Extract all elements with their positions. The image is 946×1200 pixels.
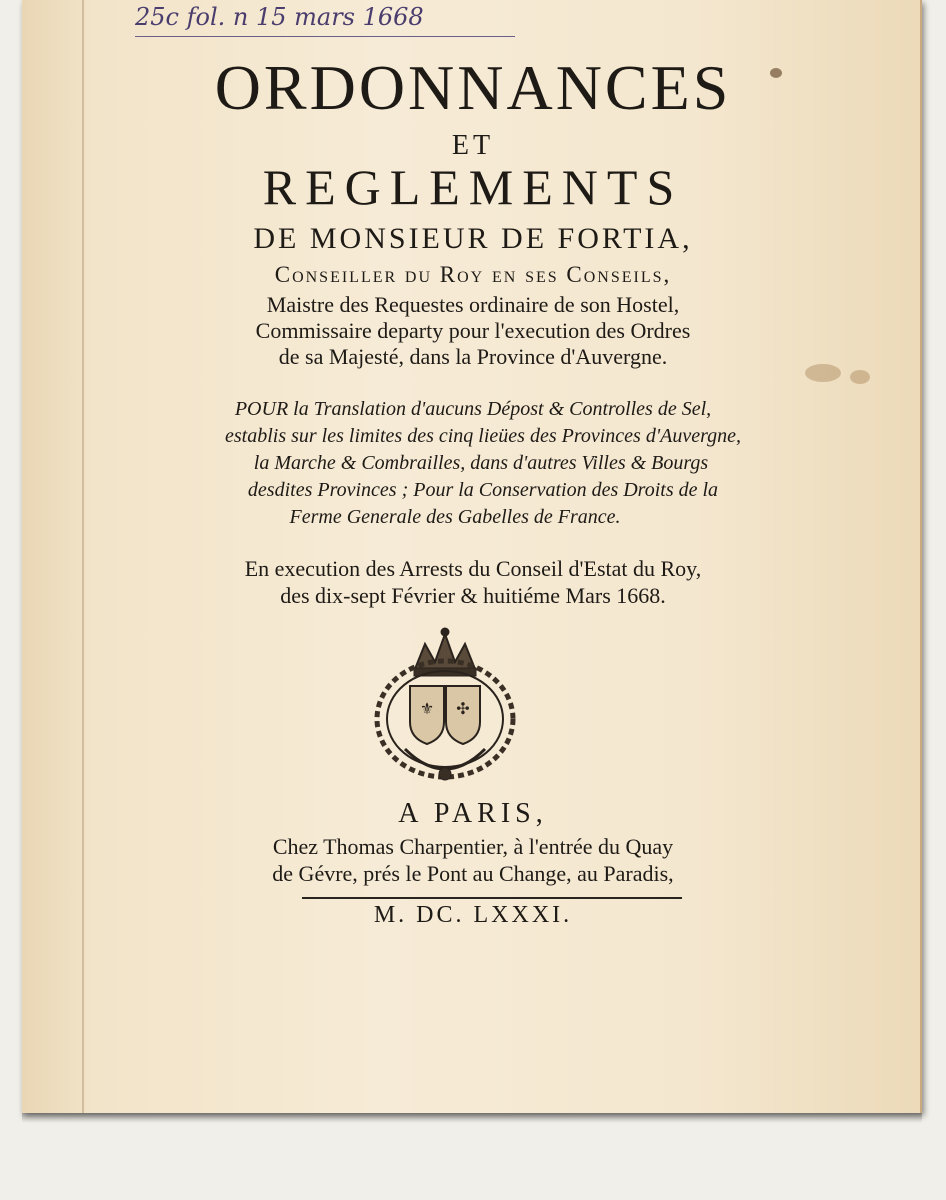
execution-line: En execution des Arrests du Conseil d'Estat du Roy, — [244, 556, 702, 581]
title-et: ET — [451, 130, 495, 161]
purpose-line: Ferme Generale des Gabelles de France. — [289, 506, 621, 528]
royal-arms-emblem — [370, 624, 520, 794]
handwritten-note: 25c fol. n 15 mars 1668 — [135, 0, 515, 37]
publisher-line: Chez Thomas Charpentier, à l'entrée du Quay — [272, 834, 674, 859]
purpose-line: POUR la Translation d'aucuns Dépost & Controlles de Sel, — [234, 398, 712, 420]
execution-line: des dix-sept Février & huitiéme Mars 1668. — [280, 583, 666, 608]
svg-text:✣: ✣ — [456, 699, 470, 718]
stain — [850, 370, 870, 384]
title-reglements: REGLEMENTS — [262, 159, 684, 215]
title-province: de sa Majesté, dans la Province d'Auvergne. — [278, 344, 668, 369]
title-author: DE MONSIEUR DE FORTIA, — [253, 222, 693, 255]
svg-text:⚜: ⚜ — [419, 699, 435, 718]
title-ordonnances: ORDONNANCES — [214, 52, 732, 123]
title-office: Conseiller du Roy en ses Conseils, — [274, 262, 672, 287]
publisher-line: de Gévre, prés le Pont au Change, au Paradis, — [272, 861, 674, 886]
divider-rule — [302, 897, 682, 899]
publication-date: M. DC. LXXXI. — [373, 902, 573, 928]
publisher-city: A PARIS, — [398, 798, 548, 829]
purpose-line: desdites Provinces ; Pour la Conservation des Droits de la — [247, 479, 719, 501]
purpose-line: establis sur les limites des cinq lieües des Provinces d'Auvergne, — [224, 425, 742, 447]
purpose-line: la Marche & Combrailles, dans d'autres Villes & Bourgs — [253, 452, 709, 474]
title-maistre: Maistre des Requestes ordinaire de son Hostel, — [266, 292, 680, 317]
page-shadow — [22, 1113, 922, 1123]
title-commissaire: Commissaire departy pour l'execution des Ordres — [255, 318, 691, 343]
